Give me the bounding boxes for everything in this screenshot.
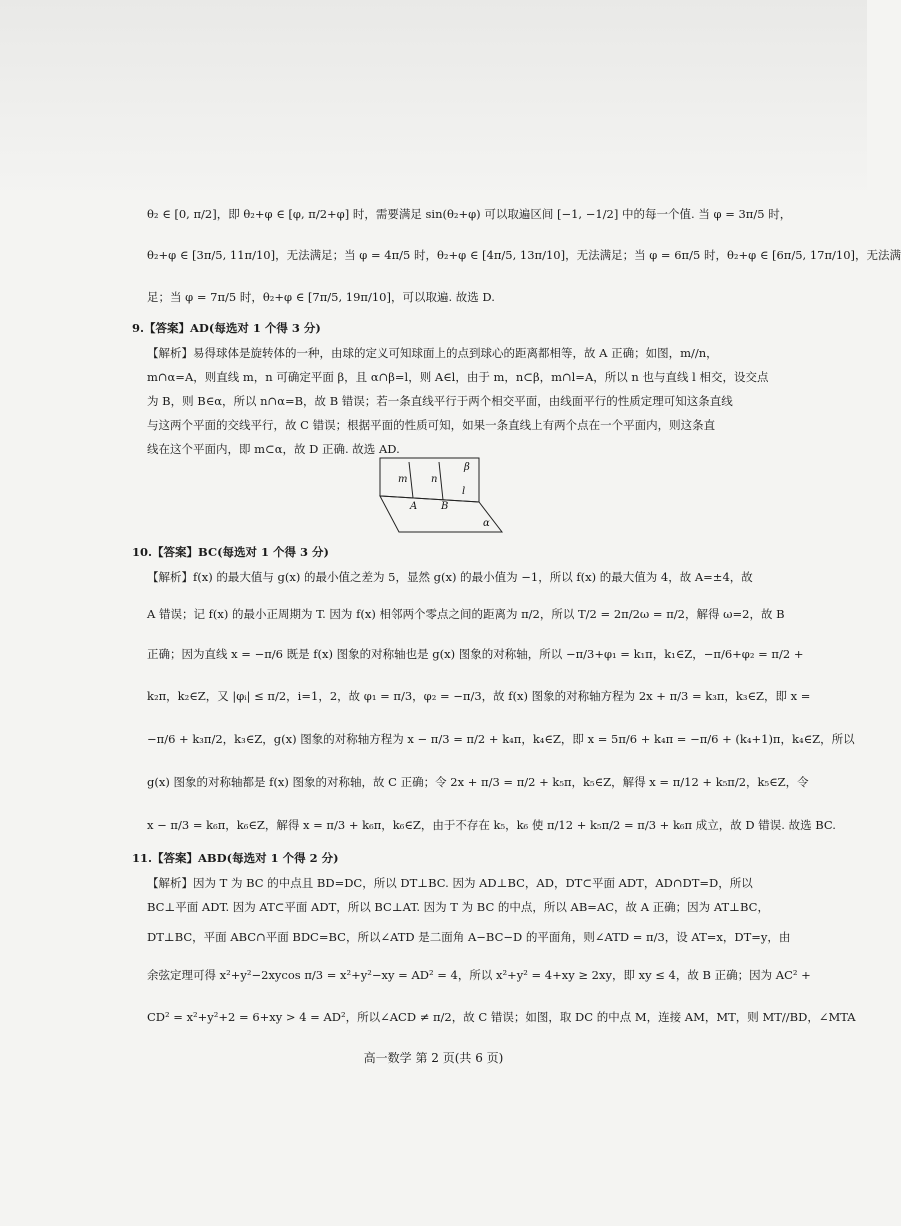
q10-line-1: 【解析】f(x) 的最大值与 g(x) 的最小值之差为 5，显然 g(x) 的最小值为 −1，所以 f(x) 的最大值为 4，故 A=±4，故 (147, 570, 753, 584)
q10-line-2: A 错误；记 f(x) 的最小正周期为 T. 因为 f(x) 相邻两个零点之间的距离为 π/2，所以 T/2 = 2π/2ω = π/2，解得 ω=2，故 B (147, 607, 785, 621)
q9-line-4: 与这两个平面的交线平行，故 C 错误；根据平面的性质可知，如果一条直线上有两个点在一个平面内，则这条直 (147, 418, 716, 432)
q10-line-6: g(x) 图象的对称轴都是 f(x) 图象的对称轴，故 C 正确；令 2x + π/3 = π/2 + k₅π，k₅∈Z，解得 x = π/12 + k₅π/2，k₅∈Z，令 (147, 775, 809, 789)
q10-line-7: x − π/3 = k₆π，k₆∈Z，解得 x = π/3 + k₆π，k₆∈Z，由于不存在 k₅，k₆ 使 π/12 + k₅π/2 = π/3 + k₆π 成立，故 D 错误. 故选 BC. (147, 818, 836, 832)
q9-answer-heading: 9.【答案】AD(每选对 1 个得 3 分) (132, 321, 321, 335)
label-n: n (431, 474, 438, 485)
intro-line-1: θ₂ ∈ [0, π/2]，即 θ₂+φ ∈ [φ, π/2+φ] 时，需要满足 sin(θ₂+φ) 可以取遍区间 [−1, −1/2] 中的每一个值. 当 φ = 3π/5 时， (147, 207, 792, 221)
label-A: A (410, 501, 418, 512)
line-m (409, 462, 413, 498)
q11-line-1: 【解析】因为 T 为 BC 的中点且 BD=DC，所以 DT⊥BC. 因为 AD⊥BC，AD，DT⊂平面 ADT，AD∩DT=D，所以 (147, 876, 753, 890)
q11-line-5: CD² = x²+y²+2 = 6+xy > 4 = AD²，所以∠ACD ≠ π/2，故 C 错误；如图，取 DC 的中点 M，连接 AM，MT，则 MT//BD，∠MTA (147, 1010, 856, 1024)
label-B: B (441, 501, 449, 512)
q11-line-4: 余弦定理可得 x²+y²−2xycos π/3 = x²+y²−xy = AD² = 4，所以 x²+y² = 4+xy ≥ 2xy，即 xy ≤ 4，故 B 正确；因为 AC² + (147, 968, 811, 982)
label-alpha: α (483, 518, 490, 529)
q9-line-5: 线在这个平面内，即 m⊂α，故 D 正确. 故选 AD. (147, 442, 400, 456)
q9-line-1: 【解析】易得球体是旋转体的一种，由球的定义可知球面上的点到球心的距离都相等，故 A 正确；如图，m//n， (147, 346, 718, 360)
intro-line-2: θ₂+φ ∈ [3π/5, 11π/10]，无法满足；当 φ = 4π/5 时，θ₂+φ ∈ [4π/5, 13π/10]，无法满足；当 φ = 6π/5 时，θ₂+φ ∈ [6π/5, 17π/10]，无法满 (147, 248, 901, 262)
q11-answer-heading: 11.【答案】ABD(每选对 1 个得 2 分) (132, 851, 339, 865)
q9-line-2: m∩α=A，则直线 m，n 可确定平面 β，且 α∩β=l，则 A∈l，由于 m，n⊂β，m∩l=A，所以 n 也与直线 l 相交，设交点 (147, 370, 769, 384)
label-m: m (398, 474, 408, 485)
page-footer: 高一数学 第 2 页(共 6 页) (363, 1051, 504, 1065)
planes-figure (375, 456, 505, 536)
q10-line-5: −π/6 + k₃π/2，k₃∈Z，g(x) 图象的对称轴方程为 x − π/3 = π/2 + k₄π，k₄∈Z，即 x = 5π/6 + k₄π = −π/6 + (k₄+1)π，k₄∈Z，所以 (147, 732, 855, 746)
line-n (439, 462, 443, 500)
q10-line-4: k₂π，k₂∈Z，又 |φᵢ| ≤ π/2，i=1，2，故 φ₁ = π/3，φ₂ = −π/3，故 f(x) 图象的对称轴方程为 2x + π/3 = k₃π，k₃∈Z，即 x = (147, 689, 811, 703)
q10-answer-heading: 10.【答案】BC(每选对 1 个得 3 分) (132, 545, 329, 559)
q11-line-3: DT⊥BC，平面 ABC∩平面 BDC=BC，所以∠ATD 是二面角 A−BC−D 的平面角，则∠ATD = π/3，设 AT=x，DT=y，由 (147, 930, 791, 944)
label-beta: β (464, 462, 470, 473)
q10-line-3: 正确；因为直线 x = −π/6 既是 f(x) 图象的对称轴也是 g(x) 图象的对称轴，所以 −π/3+φ₁ = k₁π，k₁∈Z，−π/6+φ₂ = π/2 + (147, 647, 804, 661)
label-l: l (462, 486, 466, 497)
q9-line-3: 为 B，则 B∈α，所以 n∩α=B，故 B 错误；若一条直线平行于两个相交平面，由线面平行的性质定理可知这条直线 (147, 394, 733, 408)
q11-line-2: BC⊥平面 ADT. 因为 AT⊂平面 ADT，所以 BC⊥AT. 因为 T 为 BC 的中点，所以 AB=AC，故 A 正确；因为 AT⊥BC， (147, 900, 769, 914)
intro-line-3: 足；当 φ = 7π/5 时，θ₂+φ ∈ [7π/5, 19π/10]，可以取遍. 故选 D. (147, 290, 495, 304)
